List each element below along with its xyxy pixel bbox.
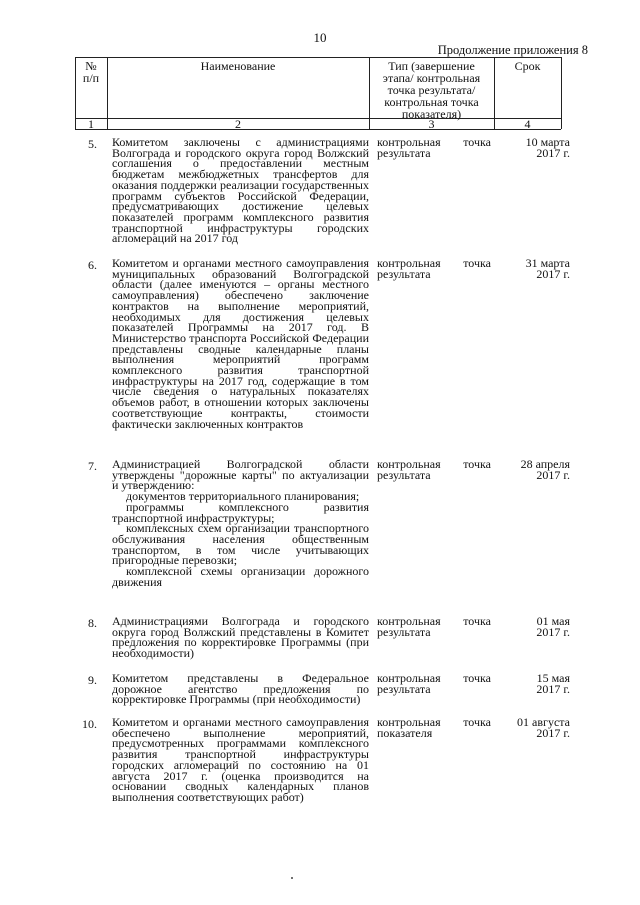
header-type: Тип (завершение этапа/ контрольная точка результата/ контрольная точка показателя) [382, 59, 481, 121]
row-description: Администрациями Волгограда и городского округа город Волжский представлены в Комитет предложения по корректировке Программы (при необходимости) [112, 614, 369, 661]
row-description: Комитетом представлены в Федеральное дорожное агентство предложения по корректировке Программы (при необходимости) [112, 671, 369, 707]
row-number: 8. [88, 616, 97, 630]
row-description: Администрацией Волгоградской области утверждены "дорожные карты" по актуализации и утверждению: документов территориального планирования; программы комплексного развития транспортной инфраструктуры; комплексных схем организации транспортного обслуживания населения общественным транспортом, в том числе учитывающих пригородные перевозки; комплексной схемы организации дорожного движения [112, 457, 369, 589]
page-number: 10 [313, 30, 327, 45]
row-description: Комитетом и органами местного самоуправления муниципальных образований Волгоградской области (далее именуются – органы местного самоуправления) обеспечено заключение контрактов на выполнение мероприятий, необходимых для достижения целевых показателей Программы на 2017 год. В Министерство транспорта Российской Федерации представлены сводные календарные планы выполнения мероприятий программ комплексного развития транспортной инфраструктуры на 2017 год, содержащие в том числе сведения о натуральных показателях объемов работ, в отношении которых заключены соответствующие контракты, стоимости фактически заключенных контрактов [112, 256, 369, 431]
row-number: 5. [88, 137, 97, 151]
header-num: № п/п [82, 59, 100, 85]
row-type: контрольная точка результата [377, 457, 491, 482]
row-type: контрольная точка результата [377, 256, 491, 281]
header-name: Наименование [200, 59, 276, 73]
row-deadline: 01 августа 2017 г. [517, 715, 570, 740]
row-deadline: 15 мая 2017 г. [536, 671, 570, 696]
row-type: контрольная точка результата [377, 614, 491, 639]
header-deadline: Срок [514, 59, 541, 73]
row-type: контрольная точка показателя [377, 715, 491, 740]
column-number: 3 [428, 117, 435, 131]
row-description: Комитетом и органами местного самоуправления обеспечено выполнение мероприятий, предусмотренных программами комплексного развития транспортной инфраструктуры городских агломераций по состоянию на 01 августа 2017 г. (оценка производится на основании сводных календарных планов выполнения соответствующих работ) [112, 715, 369, 804]
row-number: 7. [88, 459, 97, 473]
row-type: контрольная точка результата [377, 671, 491, 696]
row-type: контрольная точка результата [377, 135, 491, 160]
continuation-note: Продолжение приложения 8 [437, 43, 588, 57]
scan-speck [291, 877, 293, 879]
row-number: 10. [82, 717, 97, 731]
row-deadline: 01 мая 2017 г. [536, 614, 570, 639]
row-description: Комитетом заключены с администрациями Волгограда и городского округа город Волжский соглашения о предоставлении местным бюджетам межбюджетных трансфертов для оказания поддержки реализации государственных программ субъектов Российской Федерации, предусматривающих достижение целевых показателей программ комплексного развития транспортной инфраструктуры городских агломераций на 2017 год [112, 135, 369, 246]
row-deadline: 28 апреля 2017 г. [520, 457, 570, 482]
row-number: 6. [88, 258, 97, 272]
row-number: 9. [88, 673, 97, 687]
column-number: 2 [235, 117, 241, 131]
row-deadline: 10 марта 2017 г. [525, 135, 570, 160]
row-deadline: 31 марта 2017 г. [525, 256, 570, 281]
column-number: 4 [524, 117, 531, 131]
column-number: 1 [88, 117, 94, 131]
